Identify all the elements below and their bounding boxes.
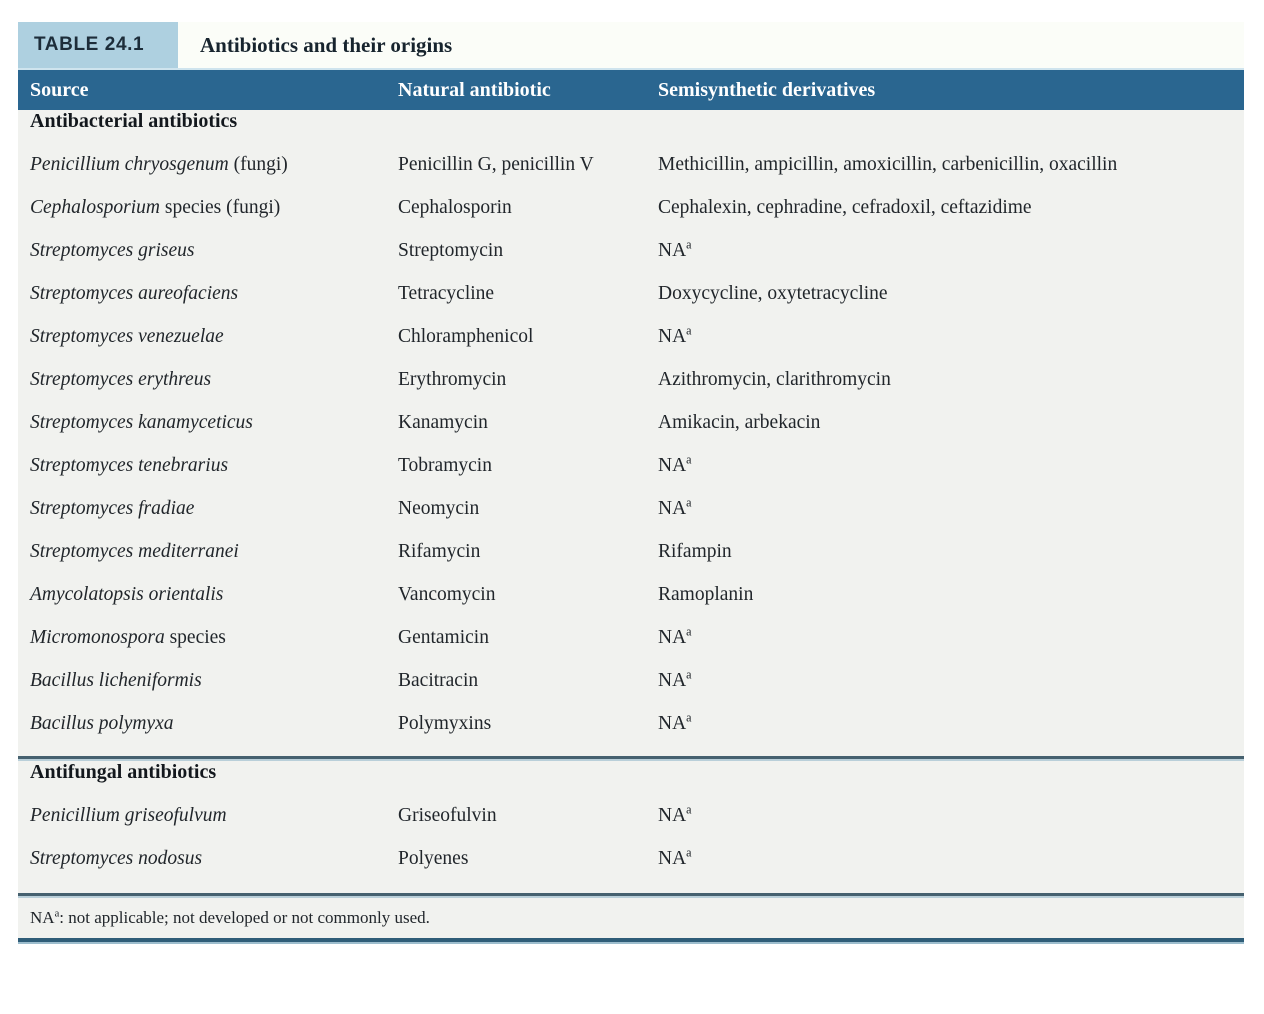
cell-source [18,805,386,826]
cell-source [18,154,386,175]
cell-source [18,326,386,347]
cell-semisynthetic-derivatives: Doxycycline, oxytetracycline [658,283,888,304]
footnote-text [18,908,430,928]
table-row [18,495,1244,541]
section-header-row [18,761,1244,805]
source-genus-species: Streptomyces fradiae [30,498,195,519]
na-marker: NA [658,805,687,826]
cell-natural-antibiotic: Polyenes [398,848,469,869]
table-bottom-rule [18,938,1244,944]
cell-natural-antibiotic: Gentamicin [398,627,489,648]
na-marker: NA [658,627,687,648]
footnote-superscript: a [54,908,60,920]
cell-source [18,584,386,605]
table-row [18,197,1244,240]
source-genus-species: Amycolatopsis orientalis [30,584,224,605]
cell-semisynthetic-derivatives [646,710,1242,734]
na-marker: NA [658,326,687,347]
na-marker: NA [658,713,687,734]
table-body [18,110,1244,893]
source-genus-species: Streptomyces kanamyceticus [30,412,253,433]
column-header-row [18,68,1244,110]
table-row [18,802,1244,848]
section-label: Antifungal antibiotics [30,761,217,783]
table-row [18,237,1244,283]
na-marker: NA [658,455,687,476]
cell-natural-antibiotic: Neomycin [398,498,480,519]
cell-semisynthetic-derivatives: Ramoplanin [658,584,754,605]
na-superscript: a [686,495,692,510]
cell-natural-antibiotic: Erythromycin [398,369,507,390]
cell-natural-antibiotic: Cephalosporin [398,197,512,218]
cell-source [18,412,386,433]
table-number-label: TABLE 24.1 [34,34,145,55]
source-qualifier: (fungi) [228,154,288,175]
cell-semisynthetic-derivatives [646,237,1242,261]
cell-natural-antibiotic: Polymyxins [398,713,492,734]
cell-semisynthetic-derivatives: Azithromycin, clarithromycin [658,369,891,390]
na-superscript: a [686,624,692,639]
table-row [18,710,1244,756]
column-header-source: Source [30,79,89,101]
cell-source [18,369,386,390]
cell-semisynthetic-derivatives [646,667,1242,691]
cell-source [18,848,386,869]
source-qualifier: species [164,627,226,648]
na-marker: NA [658,240,687,261]
cell-natural-antibiotic: Bacitracin [398,670,479,691]
source-genus-species: Streptomyces erythreus [30,369,212,390]
cell-source [18,240,386,261]
na-superscript: a [686,802,692,817]
table-row [18,541,1244,584]
cell-semisynthetic-derivatives [646,452,1242,476]
section-label: Antibacterial antibiotics [30,110,238,132]
cell-source [18,670,386,691]
footnote-body: : not applicable; not developed or not commonly used. [59,908,430,927]
cell-source [18,498,386,519]
cell-semisynthetic-derivatives [646,802,1242,826]
cell-natural-antibiotic: Kanamycin [398,412,488,433]
cell-natural-antibiotic: Griseofulvin [398,805,497,826]
column-header-natural-antibiotic: Natural antibiotic [398,79,551,101]
table-row [18,154,1244,197]
table-row [18,452,1244,498]
table-row [18,667,1244,713]
cell-natural-antibiotic: Tetracycline [398,283,495,304]
cell-source [18,283,386,304]
table-row [18,624,1244,670]
source-genus-species: Streptomyces nodosus [30,848,203,869]
table-24-1 [18,22,1244,944]
cell-source [18,197,386,218]
cell-source [18,627,386,648]
cell-natural-antibiotic: Chloramphenicol [398,326,534,347]
source-genus-species: Micromonospora [30,627,165,648]
source-genus-species: Bacillus polymyxa [30,713,174,734]
source-genus-species: Streptomyces mediterranei [30,541,239,562]
cell-semisynthetic-derivatives: Rifampin [658,541,732,562]
cell-source [18,455,386,476]
cell-natural-antibiotic: Rifamycin [398,541,481,562]
cell-natural-antibiotic: Vancomycin [398,584,496,605]
cell-semisynthetic-derivatives [646,845,1242,869]
source-genus-species: Streptomyces venezuelae [30,326,224,347]
na-superscript: a [686,667,692,682]
cell-semisynthetic-derivatives [646,495,1242,519]
table-title: Antibiotics and their origins [200,32,453,57]
na-marker: NA [658,498,687,519]
source-genus-species: Penicillium griseofulvum [30,805,227,826]
na-superscript: a [686,237,692,252]
source-qualifier: species (fungi) [160,197,281,218]
source-genus-species: Penicillium chryosgenum [30,154,229,175]
table-row [18,584,1244,627]
cell-natural-antibiotic: Tobramycin [398,455,492,476]
table-row [18,412,1244,455]
footnote-marker: NA [30,908,55,927]
column-header-semisynthetic-derivatives: Semisynthetic derivatives [658,79,876,101]
table-row [18,283,1244,326]
cell-natural-antibiotic: Streptomycin [398,240,504,261]
cell-semisynthetic-derivatives: Cephalexin, cephradine, cefradoxil, ceftazidime [658,197,1032,218]
cell-source [18,713,386,734]
source-genus-species: Bacillus licheniformis [30,670,202,691]
na-superscript: a [686,323,692,338]
table-number-tag [18,22,178,68]
section-header-row [18,110,1244,154]
cell-semisynthetic-derivatives: Methicillin, ampicillin, amoxicillin, carbenicillin, oxacillin [658,154,1118,175]
table-title-container [178,22,1244,68]
cell-semisynthetic-derivatives [646,323,1242,347]
source-genus-species: Streptomyces tenebrarius [30,455,229,476]
cell-semisynthetic-derivatives: Amikacin, arbekacin [658,412,821,433]
source-genus-species: Streptomyces aureofaciens [30,283,239,304]
na-superscript: a [686,845,692,860]
source-genus-species: Cephalosporium [30,197,161,218]
cell-natural-antibiotic: Penicillin G, penicillin V [398,154,594,175]
source-genus-species: Streptomyces griseus [30,240,195,261]
na-marker: NA [658,848,687,869]
table-caption [18,22,1244,68]
footnote-row [18,898,1244,938]
table-row [18,369,1244,412]
na-superscript: a [686,710,692,725]
table-row [18,323,1244,369]
cell-source [18,541,386,562]
cell-semisynthetic-derivatives [646,624,1242,648]
na-superscript: a [686,452,692,467]
na-marker: NA [658,670,687,691]
table-row [18,845,1244,891]
